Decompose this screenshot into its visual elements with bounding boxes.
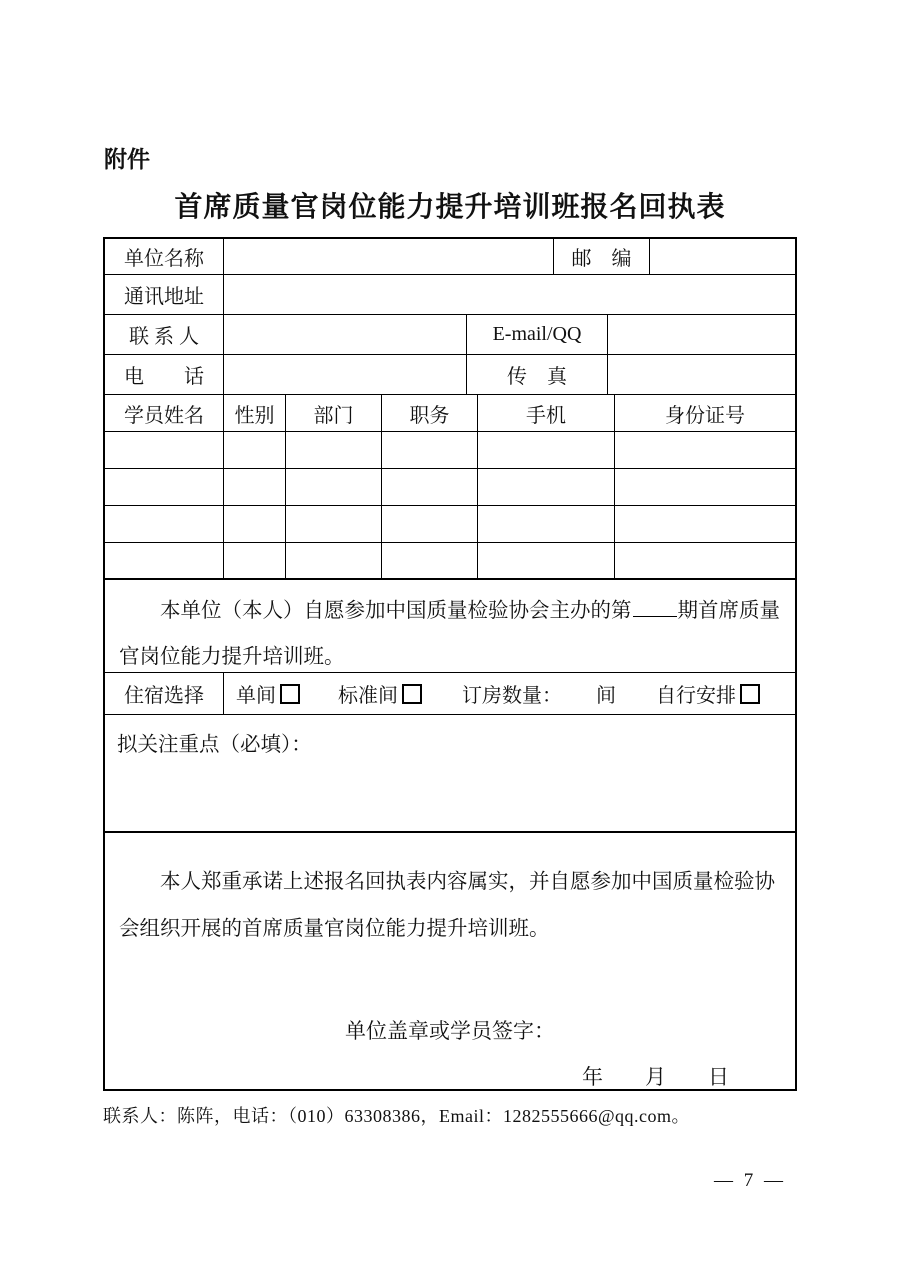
standard-room-checkbox[interactable] [402, 684, 422, 704]
footer-contact-info: 联系人：陈阵，电话：（010）63308386，Email：1282555666@qq.com。 [103, 1106, 691, 1126]
declaration-cell [105, 833, 795, 1089]
id-number-input[interactable] [615, 469, 795, 505]
postal-code-label: 邮 编 [554, 239, 650, 274]
mobile-input[interactable] [478, 469, 615, 505]
signature-label: 单位盖章或学员签字： [345, 1019, 555, 1043]
single-room-label: 单间 [236, 685, 276, 707]
unit-name-label: 单位名称 [105, 239, 224, 274]
contact-person-field[interactable] [224, 315, 467, 354]
page-title: 首席质量官岗位能力提升培训班报名回执表 [174, 191, 726, 222]
row-address [105, 275, 795, 315]
student-name-input[interactable] [105, 543, 224, 578]
registration-form-table [103, 237, 797, 1091]
gender-input[interactable] [224, 543, 286, 578]
mobile-header: 手机 [478, 395, 615, 431]
id-number-header: 身份证号 [665, 404, 745, 427]
department-input[interactable] [286, 543, 382, 578]
room-quantity-unit: 间 [596, 685, 616, 707]
student-header-row [105, 395, 795, 432]
statement-text-before: 本单位（本人）自愿参加中国质量检验协会主办的第 [160, 600, 632, 622]
id-number-input[interactable] [615, 506, 795, 542]
unit-name-field[interactable] [224, 239, 554, 274]
student-row [105, 469, 795, 506]
gender-input[interactable] [224, 469, 286, 505]
page-number: — 7 — [714, 1170, 786, 1191]
self-arrange-label: 自行安排 [656, 685, 736, 707]
student-name-input[interactable] [105, 469, 224, 505]
student-name-header: 学员姓名 [105, 395, 224, 431]
row-phone [105, 355, 795, 395]
gender-header: 性别 [224, 395, 286, 431]
contact-person-label: 联 系 人 [105, 315, 224, 354]
student-row [105, 543, 795, 580]
student-row [105, 432, 795, 469]
id-number-input[interactable] [615, 432, 795, 468]
row-contact [105, 315, 795, 355]
phone-field[interactable] [224, 355, 467, 394]
position-input[interactable] [382, 432, 478, 468]
accommodation-label: 住宿选择 [105, 673, 224, 714]
address-label: 通讯地址 [105, 275, 224, 314]
room-quantity-label: 订房数量： [462, 685, 562, 707]
id-number-input[interactable] [615, 543, 795, 578]
accommodation-options [224, 673, 795, 714]
email-qq-label: E-mail/QQ [467, 315, 608, 354]
mobile-input[interactable] [478, 506, 615, 542]
date-line: 年 月 日 [582, 1065, 729, 1089]
focus-field[interactable] [105, 715, 795, 831]
session-number-blank[interactable] [633, 594, 677, 617]
self-arrange-checkbox[interactable] [740, 684, 760, 704]
self-arrange-option [656, 679, 760, 708]
attachment-label: 附件 [104, 146, 150, 172]
student-name-input[interactable] [105, 506, 224, 542]
position-input[interactable] [382, 506, 478, 542]
department-input[interactable] [286, 432, 382, 468]
gender-input[interactable] [224, 506, 286, 542]
fax-field[interactable] [608, 355, 795, 394]
address-field[interactable] [224, 275, 795, 314]
phone-label: 电 话 [105, 355, 224, 394]
single-room-option [236, 679, 300, 708]
student-name-input[interactable] [105, 432, 224, 468]
statement-row [105, 580, 795, 673]
position-input[interactable] [382, 469, 478, 505]
department-header: 部门 [286, 395, 382, 431]
mobile-input[interactable] [478, 543, 615, 578]
standard-room-label: 标准间 [338, 685, 398, 707]
participation-statement [105, 580, 795, 672]
focus-label: 拟关注重点（必填）： [117, 734, 312, 756]
declaration-text: 本人郑重承诺上述报名回执表内容属实，并自愿参加中国质量检验协会组织开展的首席质量官岗位能力提升培训班。 [119, 871, 775, 940]
postal-code-field[interactable] [650, 239, 795, 274]
email-qq-field[interactable] [608, 315, 795, 354]
row-unit-name [105, 239, 795, 275]
mobile-input[interactable] [478, 432, 615, 468]
gender-input[interactable] [224, 432, 286, 468]
fax-label: 传 真 [467, 355, 608, 394]
focus-row [105, 715, 795, 833]
accommodation-row [105, 673, 795, 715]
position-input[interactable] [382, 543, 478, 578]
statement-text-after: 期首席质量官岗位能力提升培训班。 [119, 600, 780, 668]
standard-room-option [338, 679, 422, 708]
student-row [105, 506, 795, 543]
department-input[interactable] [286, 469, 382, 505]
department-input[interactable] [286, 506, 382, 542]
single-room-checkbox[interactable] [280, 684, 300, 704]
position-header: 职务 [382, 395, 478, 431]
declaration-row [105, 833, 795, 1089]
